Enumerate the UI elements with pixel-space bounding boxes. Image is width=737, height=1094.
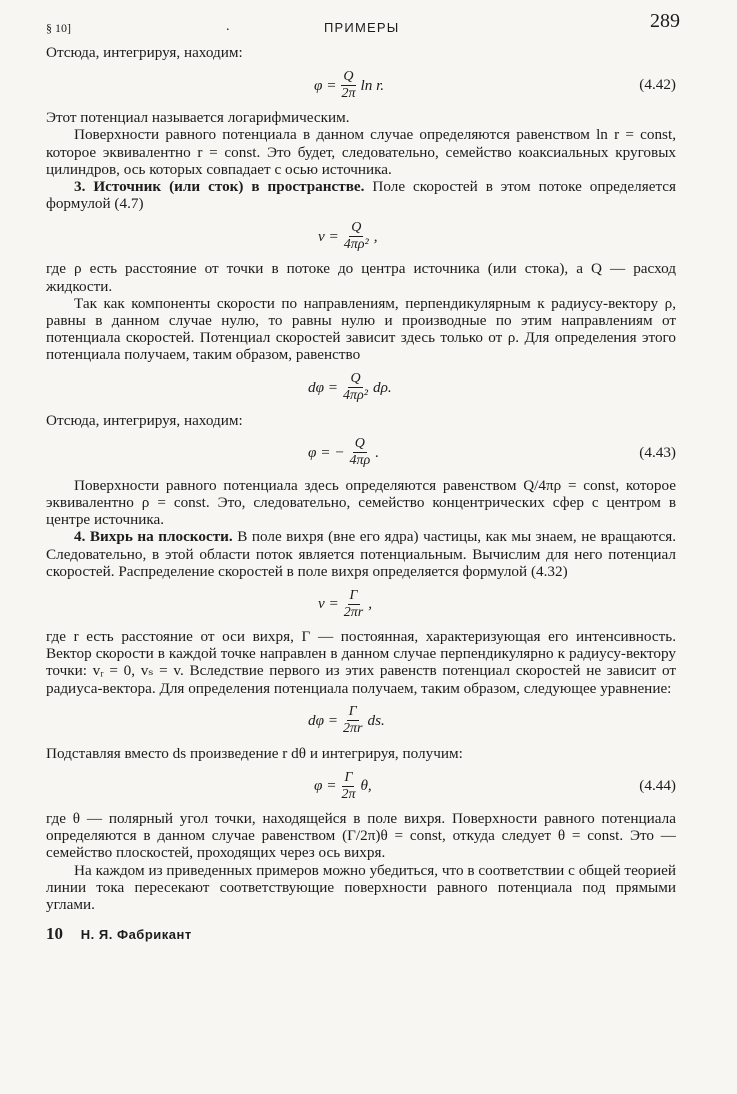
paragraph: где θ — полярный угол точки, находящейся в поле вихря. Поверхности равного потенциала определяются в данном случае равенством (Γ/2π)θ = const, откуда следует θ = const. Это — семейство плоскостей, проходящих через ось вихря. [46, 810, 676, 862]
fraction-numerator: Γ [348, 704, 357, 720]
section-paragraph [46, 178, 676, 212]
equation-4-7 [46, 215, 676, 257]
page-footer [46, 925, 676, 945]
fraction-numerator: Γ [344, 769, 353, 785]
equation-dphi-vortex [46, 700, 676, 742]
equation-4-42 [46, 64, 676, 106]
eq-lhs: φ = − [308, 444, 345, 462]
eq-rhs: ds. [367, 712, 385, 730]
fraction-denominator: 2πr [343, 604, 364, 620]
fraction [341, 371, 370, 404]
equation-number: (4.43) [639, 443, 676, 461]
fraction-denominator: 2π [341, 786, 356, 802]
eq-lhs: φ = [314, 777, 337, 795]
fraction-denominator: 2πr [343, 721, 363, 737]
fraction-numerator: Q [343, 68, 354, 84]
fraction [348, 436, 373, 469]
eq-rhs: θ, [360, 777, 372, 795]
paragraph: где r есть расстояние от оси вихря, Γ — постоянная, характеризующая его интенсивность. Вектор скорости в каждой точке направлен в данном случае перпендикулярно к радиусу-вектору точки: vᵣ = 0, vₛ = v. Вследствие первого из этих равенств потенциал скоростей не зависит от радиуса-вектора. Для определения потенциала получаем, таким образом, следующее уравнение: [46, 628, 676, 697]
fraction [342, 220, 371, 253]
equation-number: (4.44) [639, 777, 676, 795]
paragraph: где ρ есть расстояние от точки в потоке до центра источника (или стока), а Q — расход жидкости. [46, 260, 676, 295]
eq-rhs: dρ. [372, 379, 392, 397]
eq-rhs: ln r. [360, 76, 385, 94]
section-heading: 4. Вихрь на плоскости. [74, 528, 233, 546]
eq-lhs: v = [318, 595, 339, 613]
section-marker: § 10] [46, 21, 71, 35]
fraction-denominator: 4πρ [349, 453, 371, 469]
fraction-numerator: Q [351, 219, 362, 235]
author-name: Н. Я. Фабрикант [80, 927, 192, 943]
section-paragraph [46, 528, 676, 580]
page-number: 289 [650, 10, 680, 32]
paragraph: Отсюда, интегрируя, находим: [46, 44, 243, 61]
paragraph: Так как компоненты скорости по направлениям, перпендикулярным к радиусу-вектору ρ, равны в данном случае нулю, то равны нулю и производные по этим направлениям от потенциала скоростей. Потенциал скоростей зависит здесь только от ρ. Для определения этого потенциала получаем, таким образом, равенство [46, 294, 676, 364]
eq-lhs: dφ = [308, 712, 339, 730]
paragraph: Поверхности равного потенциала здесь определяются равенством Q/4πρ = const, которое эквивалентно ρ = const. Это, следовательно, семейство концентрических сфер с центром в центре источника. [46, 476, 676, 529]
eq-lhs: φ = [314, 76, 337, 94]
eq-lhs: dφ = [308, 379, 339, 397]
fraction-numerator: Q [354, 436, 365, 452]
equation-4-44 [46, 765, 676, 807]
running-title: ПРИМЕРЫ [324, 20, 400, 35]
fraction-denominator: 2π [341, 85, 356, 101]
header-dot: . [226, 19, 230, 34]
running-header [46, 10, 680, 38]
paragraph: Этот потенциал называется логарифмическим. [46, 109, 350, 127]
book-page [46, 10, 680, 945]
fraction-numerator: Q [350, 371, 361, 387]
section-text: В поле вихря (вне его ядра) частицы, как мы знаем, не вращаются. Следовательно, в этой области поток является потенциальным. Вычислим для него потенциал скоростей. Распределение скоростей в поле вихря определяется формулой (4.32) [46, 528, 676, 580]
fraction-denominator: 4πρ² [343, 236, 369, 252]
paragraph: Поверхности равного потенциала в данном случае определяются равенством ln r = const, которое эквивалентно r = const. Это будет, следовательно, семейство коаксиальных круговых цилиндров, ось которых совпадает с осью источника. [46, 126, 676, 178]
fraction [339, 770, 357, 803]
fraction-numerator: Γ [349, 587, 358, 603]
paragraph: На каждом из приведенных примеров можно убедиться, что в соответствии с общей теорией линии тока пересекают соответствующие поверхности равного потенциала под прямыми углами. [46, 861, 676, 914]
eq-rhs: . [375, 444, 380, 462]
signature-mark: 10 [46, 924, 63, 944]
section-text: Поле скоростей в этом потоке определяется формулой (4.7) [46, 178, 676, 213]
equation-number: (4.42) [639, 76, 676, 94]
eq-rhs: , [368, 595, 373, 613]
paragraph: Подставляя вместо ds произведение r dθ и интегрируя, получим: [46, 744, 463, 762]
equation-4-43 [46, 432, 676, 474]
section-heading: 3. Источник (или сток) в пространстве. [74, 178, 365, 196]
fraction [341, 704, 364, 737]
paragraph: Отсюда, интегрируя, находим: [46, 411, 243, 429]
eq-lhs: v = [318, 227, 339, 245]
fraction [339, 69, 357, 102]
equation-4-32 [46, 583, 676, 625]
eq-rhs: , [373, 227, 378, 245]
equation-dphi-source [46, 367, 676, 409]
fraction [342, 588, 365, 621]
fraction-denominator: 4πρ² [343, 388, 368, 404]
